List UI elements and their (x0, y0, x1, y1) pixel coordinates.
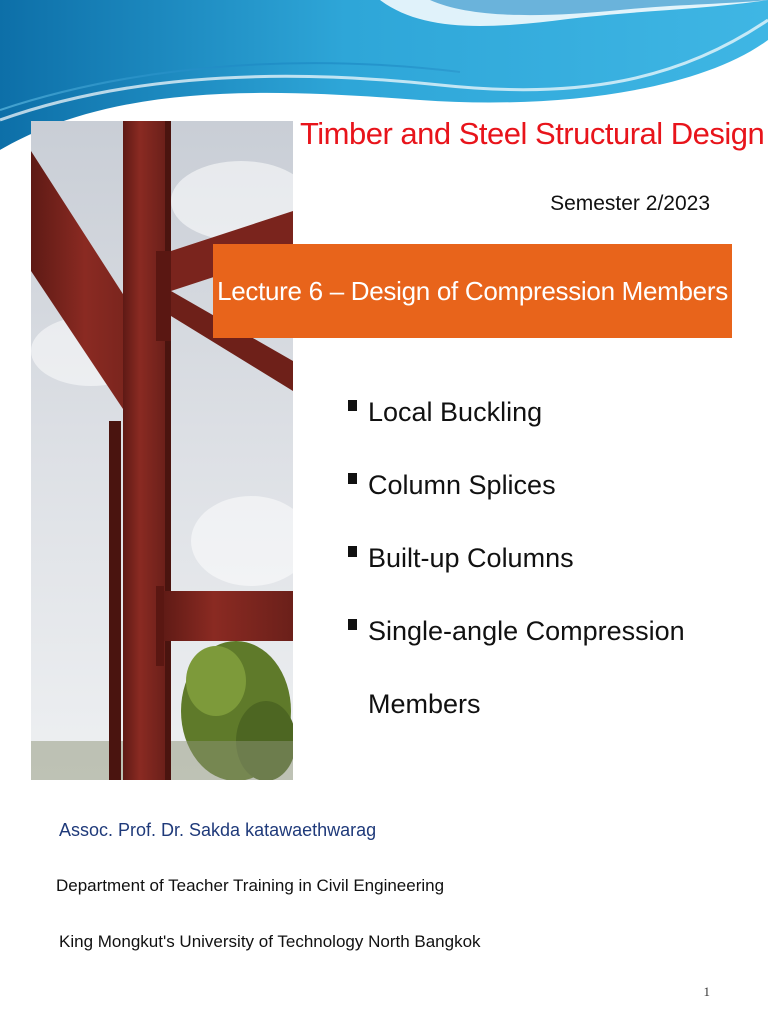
square-bullet-icon (348, 400, 357, 411)
steel-frame-photo (31, 121, 293, 780)
university-name: King Mongkut's University of Technology North Bangkok (59, 932, 481, 951)
semester-label: Semester 2/2023 (550, 192, 710, 215)
topic-text: Single-angle Compression (368, 616, 685, 646)
topic-text: Local Buckling (368, 397, 543, 427)
list-item (348, 467, 698, 503)
lecture-banner (213, 244, 732, 338)
list-item (348, 613, 698, 722)
square-bullet-icon (348, 546, 357, 557)
department-name: Department of Teacher Training in Civil Engineering (56, 876, 445, 895)
square-bullet-icon (348, 473, 357, 484)
author-name: Assoc. Prof. Dr. Sakda katawaethwarag (59, 820, 377, 840)
page-number: 1 (703, 984, 710, 999)
list-item (348, 394, 698, 430)
topic-list (348, 394, 698, 759)
square-bullet-icon (348, 619, 357, 630)
slide-title: Timber and Steel Structural Design (300, 116, 765, 151)
topic-text: Built-up Columns (368, 543, 574, 573)
list-item (348, 540, 698, 576)
lecture-title: Lecture 6 – Design of Compression Members (217, 275, 728, 306)
topic-text-continued: Members (368, 689, 481, 719)
topic-text: Column Splices (368, 470, 556, 500)
